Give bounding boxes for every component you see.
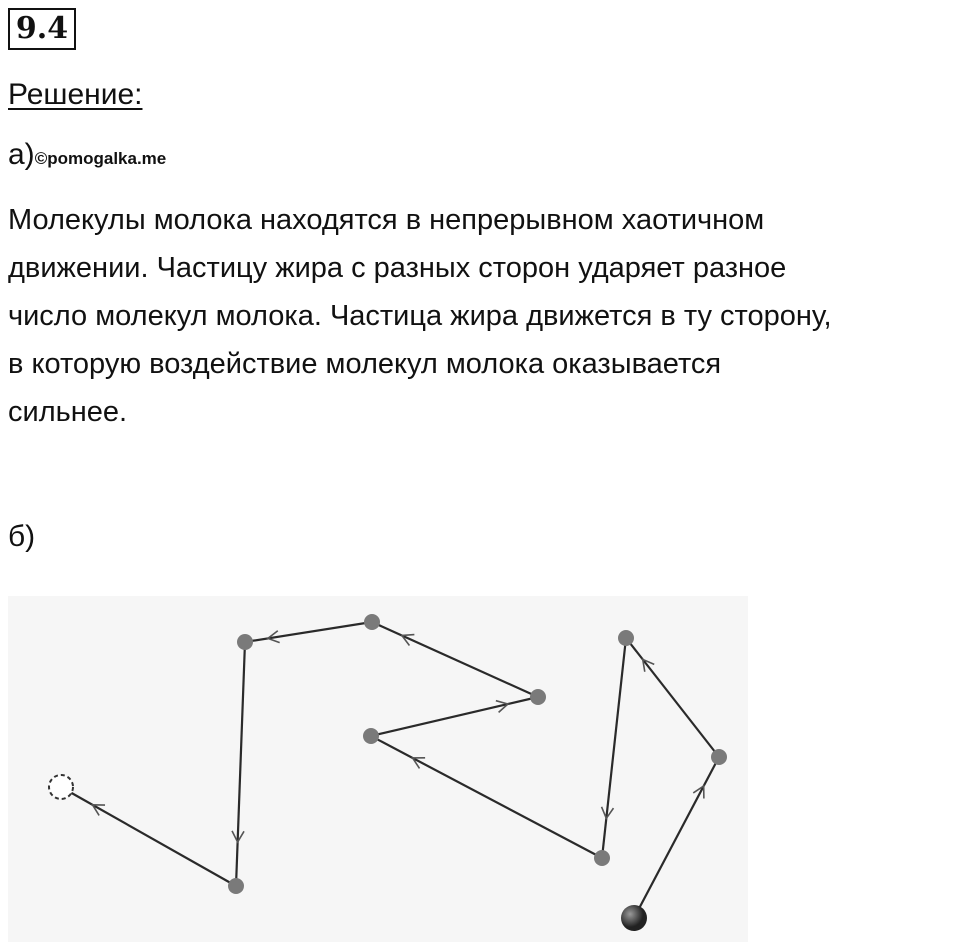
collision-point [618, 630, 634, 646]
collision-point [228, 878, 244, 894]
part-a [8, 138, 166, 172]
task-number: 9.4 [15, 11, 69, 46]
collision-point [594, 850, 610, 866]
trajectory-segment [372, 622, 538, 697]
brownian-path-diagram [8, 596, 748, 942]
collision-point [711, 749, 727, 765]
collision-point [364, 614, 380, 630]
trajectory-segment [626, 638, 719, 757]
collision-point [237, 634, 253, 650]
trajectory-segment [245, 622, 372, 642]
trajectory-segment [371, 736, 602, 858]
trajectory-segment [602, 638, 626, 858]
solution-heading: Решение: [8, 78, 143, 111]
trajectory-segment [61, 787, 236, 886]
particle-end-icon [49, 775, 73, 799]
trajectory-segment [371, 697, 538, 736]
trajectory-segment [236, 642, 245, 886]
answer-paragraph [8, 196, 958, 436]
paragraph-line: сильнее. [8, 396, 128, 428]
collision-point [363, 728, 379, 744]
paragraph-line: движении. Частицу жира с разных сторон ударяет разное [8, 252, 787, 284]
trajectory-segment [634, 757, 719, 918]
part-b-label: б) [8, 520, 36, 553]
watermark-text: ©pomogalka.me [34, 149, 167, 168]
task-number-box [8, 8, 76, 50]
part-a-label: а) [8, 138, 35, 171]
collision-point [530, 689, 546, 705]
particle-start-icon [621, 905, 647, 931]
paragraph-line: число молекул молока. Частица жира движется в ту сторону, [8, 300, 832, 332]
paragraph-line: Молекулы молока находятся в непрерывном хаотичном [8, 204, 765, 236]
paragraph-line: в которую воздействие молекул молока оказывается [8, 348, 722, 380]
path-diagram-svg [8, 596, 748, 942]
